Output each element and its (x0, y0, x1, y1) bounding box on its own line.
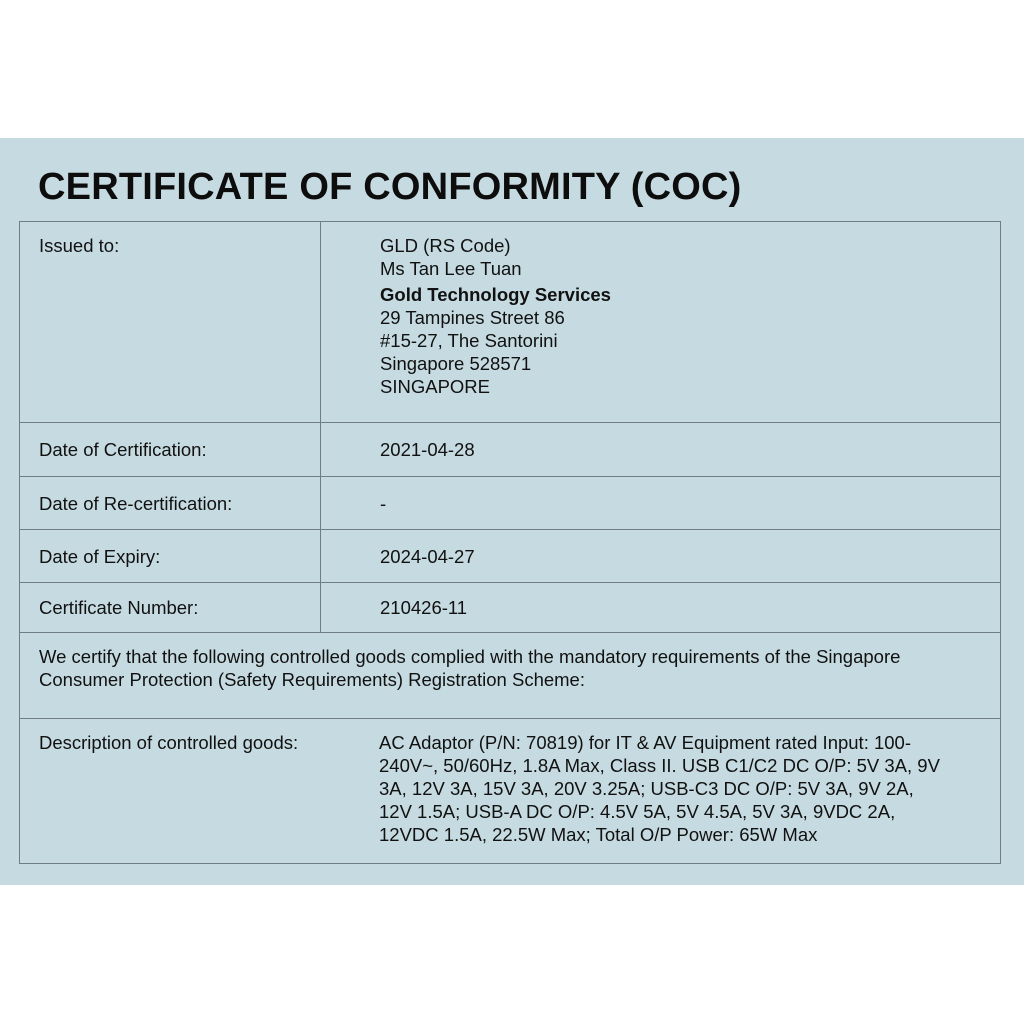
issued-to-row (20, 222, 1001, 423)
certificate-table (19, 221, 1001, 864)
issued-to-label: Issued to: (20, 222, 321, 423)
issued-to-value (321, 222, 1001, 423)
certification-date-row (20, 423, 1001, 477)
statement-line-1: We certify that the following controlled goods complied with the mandatory requirements of the Singapore (39, 646, 901, 667)
recertification-date-row (20, 477, 1001, 530)
issued-to-contact: Ms Tan Lee Tuan (380, 258, 522, 279)
address-line-1: 29 Tampines Street 86 (380, 307, 565, 328)
expiry-date-label: Date of Expiry: (20, 530, 321, 583)
certification-date-value: 2021-04-28 (321, 423, 1001, 477)
description-cell (20, 719, 1001, 864)
expiry-date-value: 2024-04-27 (321, 530, 1001, 583)
certificate-title: CERTIFICATE OF CONFORMITY (COC) (38, 166, 742, 208)
description-line-1: AC Adaptor (P/N: 70819) for IT & AV Equipment rated Input: 100- (379, 732, 912, 753)
issued-to-company: Gold Technology Services (380, 284, 611, 305)
description-row (20, 719, 1001, 864)
conformity-statement (20, 633, 1001, 719)
description-line-4: 12V 1.5A; USB-A DC O/P: 4.5V 5A, 5V 4.5A, 5V 3A, 9VDC 2A, (379, 801, 896, 822)
address-line-4: SINGAPORE (380, 376, 490, 397)
certificate-number-label: Certificate Number: (20, 583, 321, 633)
recertification-date-label: Date of Re-certification: (20, 477, 321, 530)
address-line-3: Singapore 528571 (380, 353, 532, 374)
description-line-3: 3A, 12V 3A, 15V 3A, 20V 3.25A; USB-C3 DC O/P: 5V 3A, 9V 2A, (379, 778, 914, 799)
address-line-2: #15-27, The Santorini (380, 330, 558, 351)
expiry-date-row (20, 530, 1001, 583)
statement-line-2: Consumer Protection (Safety Requirements) Registration Scheme: (39, 669, 585, 690)
description-line-2: 240V~, 50/60Hz, 1.8A Max, Class II. USB C1/C2 DC O/P: 5V 3A, 9V (379, 755, 940, 776)
certification-date-label: Date of Certification: (20, 423, 321, 477)
certificate-number-row (20, 583, 1001, 633)
certificate-number-value: 210426-11 (321, 583, 1001, 633)
description-line-5: 12VDC 1.5A, 22.5W Max; Total O/P Power: 65W Max (379, 824, 818, 845)
issued-to-rs-code: GLD (RS Code) (380, 235, 511, 256)
description-label: Description of controlled goods: (39, 732, 299, 753)
conformity-statement-row (20, 633, 1001, 719)
recertification-date-value: - (321, 477, 1001, 530)
